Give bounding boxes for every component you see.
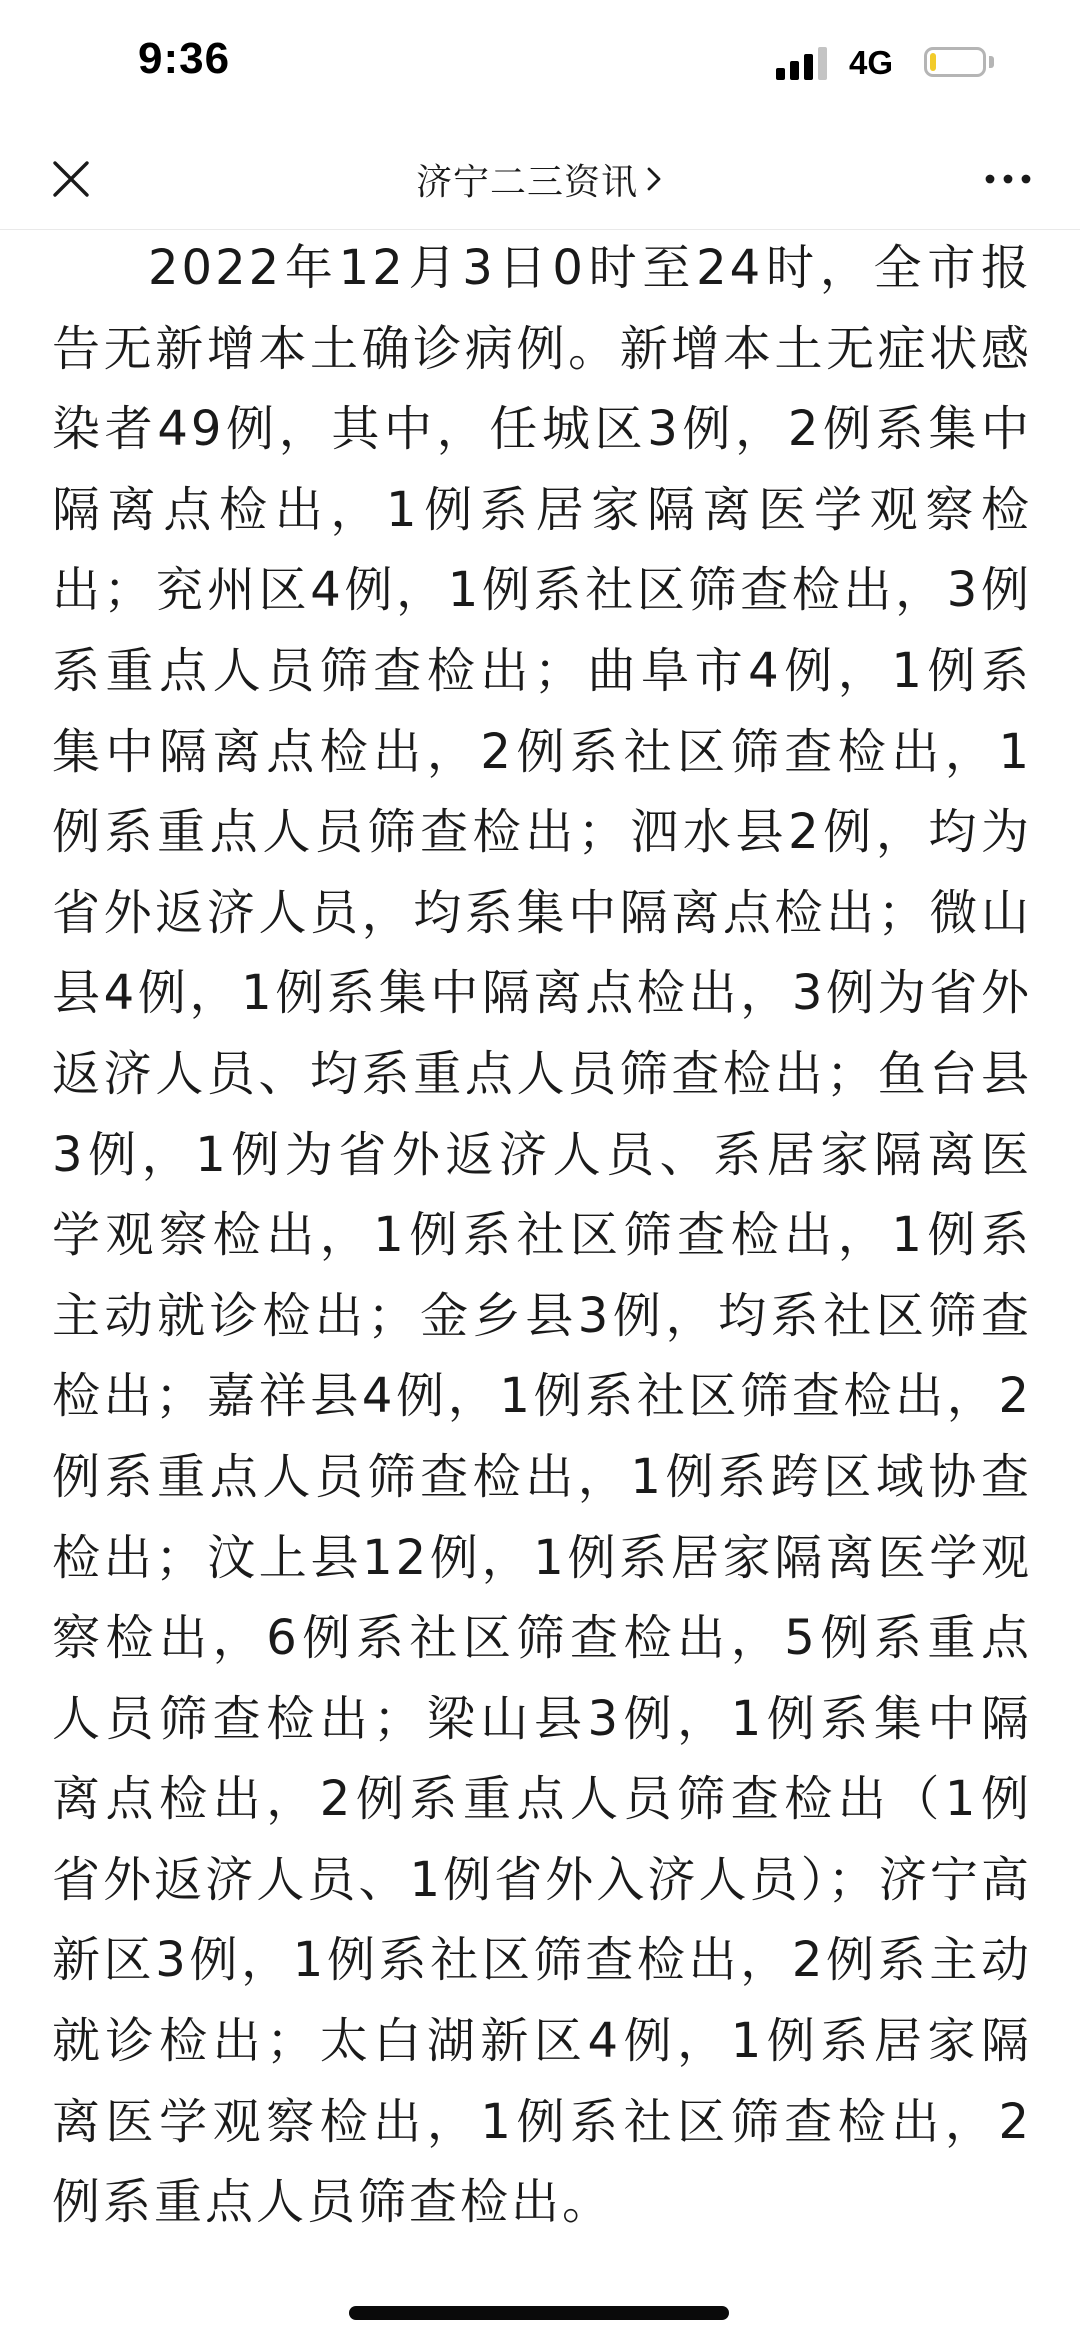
more-dots-icon — [976, 150, 1040, 208]
network-type: 4G — [849, 44, 894, 81]
status-bar — [0, 0, 1080, 130]
battery-level — [930, 53, 936, 71]
chevron-right-icon — [644, 164, 664, 194]
account-link[interactable] — [0, 150, 1080, 208]
home-indicator[interactable] — [349, 2306, 729, 2320]
status-time: 9:36 — [138, 34, 231, 83]
nav-bar — [0, 130, 1080, 230]
battery-cap — [989, 56, 994, 68]
signal-strength-icon — [776, 46, 828, 80]
battery-icon — [924, 47, 986, 77]
article-body: 2022年12月3日0时至24时，全市报告无新增本土确诊病例。新增本土无症状感染者49例，其中，任城区3例，2例系集中隔离点检出，1例系居家隔离医学观察检出；兖州区4例，1例系社区筛查检出，3例系重点人员筛查检出；曲阜市4例，1例系集中隔离点检出，2例系社区筛查检出，1例系重点人员筛查检出；泗水县2例，均为省外返济人员，均系集中隔离点检出；微山县4例，1例系集中隔离点检出，3例为省外返济人员、均系重点人员筛查检出；鱼台县3例，1例为省外返济人员、系居家隔离医学观察检出，1例系社区筛查检出，1例系主动就诊检出；金乡县3例，均系社区筛查检出；嘉祥县4例，1例系社区筛查检出，2例系重点人员筛查检出，1例系跨区域协查检出；汶上县12例，1例系居家隔离医学观察检出，6例系社区筛查检出，5例系重点人员筛查检出；梁山县3例，1例系集中隔离点检出，2例系重点人员筛查检出（1例省外返济人员、1例省外入济人员）；济宁高新区3例，1例系社区筛查检出，2例系主动就诊检出；太白湖新区4例，1例系居家隔离医学观察检出，1例系社区筛查检出，2例系重点人员筛查检出。 — [52, 240, 1032, 2231]
account-name: 济宁二三资讯 — [415, 161, 638, 203]
more-button[interactable] — [976, 150, 1040, 208]
